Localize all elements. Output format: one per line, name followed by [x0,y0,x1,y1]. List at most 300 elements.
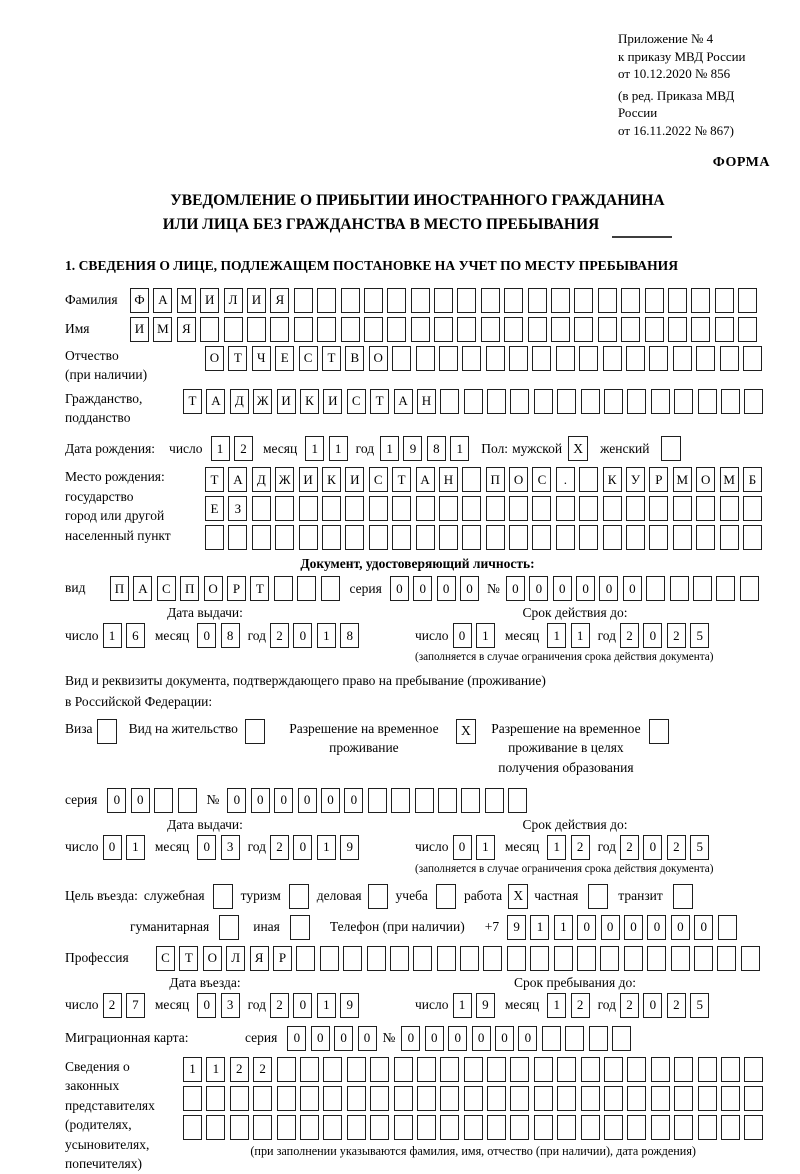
char-cell[interactable] [534,1086,553,1111]
char-cell[interactable] [651,1115,670,1140]
char-cell[interactable]: Я [250,946,269,971]
char-cell[interactable]: Л [224,288,243,313]
char-cell[interactable]: А [394,389,413,414]
char-cell[interactable]: 0 [293,835,312,860]
char-cell[interactable]: И [130,317,149,342]
char-cell[interactable] [369,496,388,521]
char-cell[interactable]: 3 [221,993,240,1018]
char-cell[interactable]: 1 [317,835,336,860]
char-cell[interactable] [647,946,666,971]
char-cell[interactable] [551,317,570,342]
char-cell[interactable] [224,317,243,342]
char-cell[interactable] [624,946,643,971]
char-cell[interactable]: 0 [274,788,293,813]
char-cell[interactable]: И [200,288,219,313]
char-cell[interactable] [645,317,664,342]
char-cell[interactable] [504,288,523,313]
char-cell[interactable] [510,1057,529,1082]
char-cell[interactable] [626,346,645,371]
char-cell[interactable] [646,576,665,601]
char-cell[interactable]: Н [417,389,436,414]
char-cell[interactable]: Т [250,576,269,601]
char-cell[interactable]: У [626,467,645,492]
char-cell[interactable] [183,1086,202,1111]
char-cell[interactable]: 9 [340,993,359,1018]
char-cell[interactable] [440,1057,459,1082]
char-cell[interactable] [322,525,341,550]
char-cell[interactable]: Т [322,346,341,371]
char-cell[interactable]: 0 [321,788,340,813]
char-cell[interactable]: 2 [253,1057,272,1082]
char-cell[interactable]: О [205,346,224,371]
char-cell[interactable]: Д [252,467,271,492]
char-cell[interactable]: Е [275,346,294,371]
char-cell[interactable]: И [345,467,364,492]
char-cell[interactable] [720,496,739,521]
char-cell[interactable] [277,1115,296,1140]
char-cell[interactable] [510,1086,529,1111]
char-cell[interactable] [394,1115,413,1140]
purpose-work-checkbox[interactable]: X [508,884,528,909]
char-cell[interactable]: Т [370,389,389,414]
char-cell[interactable] [317,288,336,313]
char-cell[interactable] [674,1115,693,1140]
char-cell[interactable] [486,346,505,371]
char-cell[interactable]: Ч [252,346,271,371]
char-cell[interactable] [668,288,687,313]
char-cell[interactable]: М [153,317,172,342]
purpose-tourism-checkbox[interactable] [289,884,309,909]
char-cell[interactable]: 0 [251,788,270,813]
char-cell[interactable] [626,525,645,550]
char-cell[interactable] [434,288,453,313]
char-cell[interactable]: И [323,389,342,414]
char-cell[interactable]: Т [183,389,202,414]
char-cell[interactable] [481,317,500,342]
char-cell[interactable] [300,1057,319,1082]
char-cell[interactable] [718,915,737,940]
char-cell[interactable]: 1 [126,835,145,860]
char-cell[interactable] [461,788,480,813]
char-cell[interactable]: 2 [667,623,686,648]
char-cell[interactable] [440,1115,459,1140]
char-cell[interactable] [370,1057,389,1082]
char-cell[interactable]: И [247,288,266,313]
char-cell[interactable]: 1 [329,436,348,461]
char-cell[interactable] [345,496,364,521]
char-cell[interactable] [464,1086,483,1111]
char-cell[interactable] [715,288,734,313]
char-cell[interactable] [604,1115,623,1140]
char-cell[interactable] [744,1115,763,1140]
char-cell[interactable]: К [300,389,319,414]
char-cell[interactable] [581,389,600,414]
char-cell[interactable] [341,288,360,313]
char-cell[interactable]: 0 [623,576,642,601]
char-cell[interactable]: 1 [317,993,336,1018]
char-cell[interactable]: 7 [126,993,145,1018]
char-cell[interactable] [440,389,459,414]
char-cell[interactable] [509,496,528,521]
char-cell[interactable] [154,788,173,813]
char-cell[interactable]: 0 [460,576,479,601]
char-cell[interactable] [696,496,715,521]
char-cell[interactable] [532,346,551,371]
char-cell[interactable] [534,1057,553,1082]
char-cell[interactable]: С [157,576,176,601]
char-cell[interactable] [297,576,316,601]
purpose-official-checkbox[interactable] [213,884,233,909]
char-cell[interactable] [487,1086,506,1111]
char-cell[interactable] [744,1086,763,1111]
char-cell[interactable] [364,288,383,313]
char-cell[interactable] [577,946,596,971]
char-cell[interactable]: 1 [380,436,399,461]
char-cell[interactable]: П [180,576,199,601]
char-cell[interactable] [347,1115,366,1140]
char-cell[interactable]: Б [743,467,762,492]
char-cell[interactable] [720,346,739,371]
char-cell[interactable] [673,525,692,550]
char-cell[interactable] [603,496,622,521]
char-cell[interactable] [394,1086,413,1111]
char-cell[interactable] [556,346,575,371]
char-cell[interactable]: М [177,288,196,313]
visa-checkbox[interactable] [97,719,117,744]
purpose-humanitarian-checkbox[interactable] [219,915,239,940]
char-cell[interactable]: 0 [453,623,472,648]
char-cell[interactable] [744,1057,763,1082]
char-cell[interactable]: 0 [131,788,150,813]
char-cell[interactable] [698,1086,717,1111]
char-cell[interactable]: 0 [311,1026,330,1051]
char-cell[interactable] [370,1086,389,1111]
char-cell[interactable] [253,1086,272,1111]
char-cell[interactable] [230,1115,249,1140]
char-cell[interactable] [668,317,687,342]
char-cell[interactable] [275,525,294,550]
char-cell[interactable] [323,1086,342,1111]
char-cell[interactable]: 8 [221,623,240,648]
char-cell[interactable] [464,1115,483,1140]
char-cell[interactable] [509,525,528,550]
char-cell[interactable] [487,1115,506,1140]
char-cell[interactable]: 2 [270,835,289,860]
char-cell[interactable] [651,1086,670,1111]
char-cell[interactable] [627,1115,646,1140]
char-cell[interactable]: 5 [690,835,709,860]
char-cell[interactable] [277,1057,296,1082]
char-cell[interactable]: А [153,288,172,313]
char-cell[interactable] [738,288,757,313]
char-cell[interactable] [299,525,318,550]
char-cell[interactable] [738,317,757,342]
char-cell[interactable] [603,525,622,550]
char-cell[interactable] [387,288,406,313]
char-cell[interactable]: К [603,467,622,492]
char-cell[interactable] [252,525,271,550]
char-cell[interactable] [416,496,435,521]
char-cell[interactable]: И [299,467,318,492]
char-cell[interactable]: 0 [576,576,595,601]
char-cell[interactable] [462,467,481,492]
char-cell[interactable] [390,946,409,971]
char-cell[interactable]: Н [439,467,458,492]
char-cell[interactable] [603,346,622,371]
char-cell[interactable] [321,576,340,601]
char-cell[interactable]: Р [227,576,246,601]
char-cell[interactable] [741,946,760,971]
char-cell[interactable]: 0 [197,623,216,648]
char-cell[interactable] [673,346,692,371]
char-cell[interactable] [556,496,575,521]
char-cell[interactable] [674,1057,693,1082]
char-cell[interactable] [740,576,759,601]
char-cell[interactable]: Л [226,946,245,971]
char-cell[interactable]: 0 [334,1026,353,1051]
char-cell[interactable] [483,946,502,971]
char-cell[interactable] [485,788,504,813]
char-cell[interactable]: 1 [183,1057,202,1082]
char-cell[interactable] [565,1026,584,1051]
char-cell[interactable]: 2 [234,436,253,461]
char-cell[interactable] [200,317,219,342]
char-cell[interactable]: О [696,467,715,492]
char-cell[interactable]: 2 [620,623,639,648]
char-cell[interactable] [392,346,411,371]
char-cell[interactable] [462,525,481,550]
char-cell[interactable] [744,389,763,414]
char-cell[interactable]: 0 [107,788,126,813]
char-cell[interactable] [457,317,476,342]
char-cell[interactable]: М [673,467,692,492]
char-cell[interactable] [294,288,313,313]
char-cell[interactable]: 0 [293,993,312,1018]
char-cell[interactable] [417,1115,436,1140]
char-cell[interactable] [557,1115,576,1140]
char-cell[interactable]: Р [273,946,292,971]
char-cell[interactable] [417,1086,436,1111]
char-cell[interactable] [604,389,623,414]
char-cell[interactable] [434,317,453,342]
char-cell[interactable] [299,496,318,521]
char-cell[interactable]: 0 [344,788,363,813]
char-cell[interactable]: . [556,467,575,492]
char-cell[interactable]: 1 [530,915,549,940]
char-cell[interactable]: 2 [270,993,289,1018]
char-cell[interactable]: 2 [620,835,639,860]
char-cell[interactable]: 0 [453,835,472,860]
char-cell[interactable] [532,496,551,521]
char-cell[interactable] [670,576,689,601]
char-cell[interactable]: 8 [427,436,446,461]
char-cell[interactable] [296,946,315,971]
char-cell[interactable] [720,525,739,550]
char-cell[interactable] [274,576,293,601]
char-cell[interactable] [411,317,430,342]
char-cell[interactable] [411,288,430,313]
sex-female-checkbox[interactable] [661,436,681,461]
char-cell[interactable] [698,1057,717,1082]
char-cell[interactable]: 0 [601,915,620,940]
char-cell[interactable]: В [345,346,364,371]
char-cell[interactable] [721,389,740,414]
char-cell[interactable] [716,576,735,601]
char-cell[interactable]: Р [649,467,668,492]
char-cell[interactable]: Ж [253,389,272,414]
char-cell[interactable]: 1 [211,436,230,461]
char-cell[interactable] [598,317,617,342]
char-cell[interactable] [370,1115,389,1140]
char-cell[interactable] [347,1057,366,1082]
char-cell[interactable]: 2 [620,993,639,1018]
char-cell[interactable] [253,1115,272,1140]
char-cell[interactable]: А [416,467,435,492]
char-cell[interactable] [392,525,411,550]
char-cell[interactable]: 0 [643,993,662,1018]
char-cell[interactable]: 8 [340,623,359,648]
char-cell[interactable] [507,946,526,971]
char-cell[interactable] [460,946,479,971]
char-cell[interactable]: 0 [358,1026,377,1051]
char-cell[interactable] [598,288,617,313]
char-cell[interactable] [721,1115,740,1140]
char-cell[interactable]: 2 [667,993,686,1018]
char-cell[interactable] [627,1086,646,1111]
char-cell[interactable] [574,317,593,342]
char-cell[interactable]: 0 [197,835,216,860]
char-cell[interactable] [387,317,406,342]
char-cell[interactable] [542,1026,561,1051]
char-cell[interactable]: 1 [547,835,566,860]
char-cell[interactable]: Т [205,467,224,492]
char-cell[interactable]: 0 [298,788,317,813]
char-cell[interactable] [673,496,692,521]
char-cell[interactable] [604,1057,623,1082]
char-cell[interactable]: К [322,467,341,492]
char-cell[interactable] [674,389,693,414]
char-cell[interactable]: 9 [476,993,495,1018]
char-cell[interactable]: 5 [690,993,709,1018]
char-cell[interactable] [621,317,640,342]
char-cell[interactable]: И [277,389,296,414]
char-cell[interactable]: О [369,346,388,371]
char-cell[interactable] [486,496,505,521]
char-cell[interactable] [528,317,547,342]
char-cell[interactable] [417,1057,436,1082]
purpose-study-checkbox[interactable] [436,884,456,909]
char-cell[interactable]: 0 [472,1026,491,1051]
char-cell[interactable] [323,1115,342,1140]
char-cell[interactable] [530,946,549,971]
char-cell[interactable]: А [228,467,247,492]
char-cell[interactable] [510,1115,529,1140]
char-cell[interactable] [556,525,575,550]
char-cell[interactable]: 0 [287,1026,306,1051]
char-cell[interactable]: 0 [495,1026,514,1051]
char-cell[interactable] [674,1086,693,1111]
char-cell[interactable] [534,389,553,414]
char-cell[interactable] [651,1057,670,1082]
char-cell[interactable] [277,1086,296,1111]
char-cell[interactable]: 0 [643,835,662,860]
char-cell[interactable]: 2 [270,623,289,648]
char-cell[interactable] [554,946,573,971]
char-cell[interactable]: 1 [476,835,495,860]
char-cell[interactable] [481,288,500,313]
char-cell[interactable] [439,496,458,521]
char-cell[interactable] [391,788,410,813]
char-cell[interactable]: 1 [317,623,336,648]
char-cell[interactable]: Д [230,389,249,414]
char-cell[interactable] [721,1086,740,1111]
char-cell[interactable] [367,946,386,971]
char-cell[interactable]: Т [228,346,247,371]
char-cell[interactable]: 0 [647,915,666,940]
char-cell[interactable]: 9 [507,915,526,940]
char-cell[interactable]: 1 [305,436,324,461]
char-cell[interactable] [579,496,598,521]
char-cell[interactable]: 0 [227,788,246,813]
char-cell[interactable]: Ж [275,467,294,492]
char-cell[interactable]: 0 [506,576,525,601]
char-cell[interactable] [557,1057,576,1082]
char-cell[interactable] [589,1026,608,1051]
char-cell[interactable] [693,576,712,601]
char-cell[interactable]: С [369,467,388,492]
char-cell[interactable] [508,788,527,813]
char-cell[interactable] [300,1086,319,1111]
char-cell[interactable] [551,288,570,313]
char-cell[interactable] [323,1057,342,1082]
char-cell[interactable] [270,317,289,342]
char-cell[interactable] [743,496,762,521]
char-cell[interactable] [252,496,271,521]
char-cell[interactable] [645,288,664,313]
char-cell[interactable]: 0 [390,576,409,601]
char-cell[interactable] [300,1115,319,1140]
char-cell[interactable] [600,946,619,971]
char-cell[interactable] [581,1115,600,1140]
char-cell[interactable] [581,1086,600,1111]
char-cell[interactable] [696,346,715,371]
char-cell[interactable] [437,946,456,971]
char-cell[interactable] [345,525,364,550]
char-cell[interactable]: Т [179,946,198,971]
sex-male-checkbox[interactable]: X [568,436,588,461]
char-cell[interactable]: С [156,946,175,971]
char-cell[interactable] [462,496,481,521]
char-cell[interactable] [604,1086,623,1111]
char-cell[interactable]: 1 [453,993,472,1018]
char-cell[interactable] [649,346,668,371]
char-cell[interactable] [649,496,668,521]
char-cell[interactable] [205,525,224,550]
char-cell[interactable]: 1 [554,915,573,940]
char-cell[interactable]: 0 [553,576,572,601]
purpose-other-checkbox[interactable] [290,915,310,940]
char-cell[interactable] [230,1086,249,1111]
char-cell[interactable]: О [204,576,223,601]
char-cell[interactable]: 0 [293,623,312,648]
char-cell[interactable]: 1 [476,623,495,648]
temporary-permit-checkbox[interactable]: X [456,719,476,744]
char-cell[interactable]: О [509,467,528,492]
char-cell[interactable]: 0 [624,915,643,940]
char-cell[interactable]: Ф [130,288,149,313]
char-cell[interactable]: С [347,389,366,414]
char-cell[interactable] [343,946,362,971]
